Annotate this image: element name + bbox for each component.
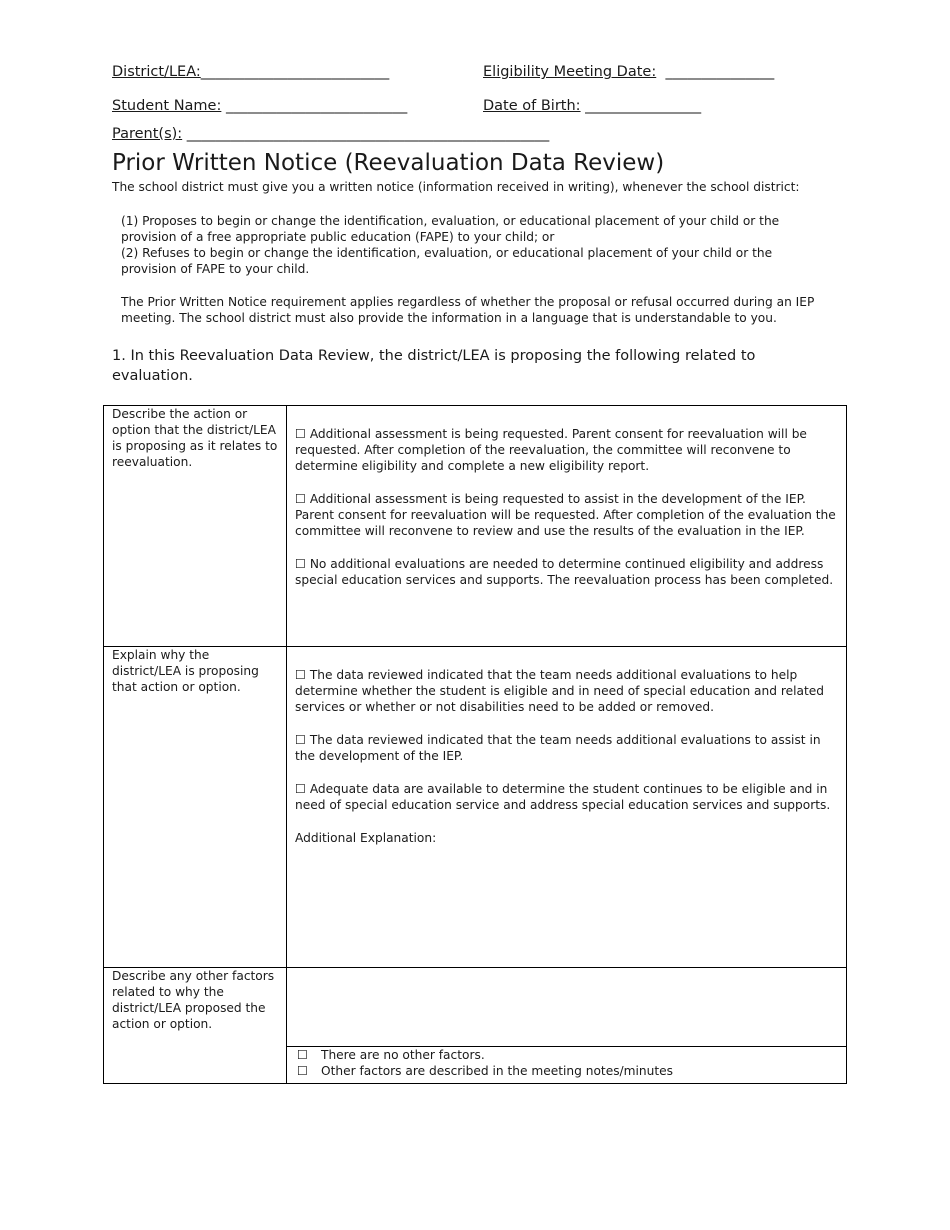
condition-item: (1) Proposes to begin or change the identification, evaluation, or educational placement of your child or the provision of a free appropriate public education (FAPE) to your child; or xyxy=(121,214,780,244)
meeting-date-blank[interactable]: _______________ xyxy=(665,64,775,80)
meeting-date-field xyxy=(483,64,774,80)
checkbox-icon[interactable]: ☐ xyxy=(295,782,306,796)
checkbox-icon[interactable]: ☐ xyxy=(295,557,306,571)
question-1: 1. In this Reevaluation Data Review, the district/LEA is proposing the following related to evaluation. xyxy=(112,348,756,384)
action-option[interactable]: ☐ Additional assessment is being requested to assist in the development of the IEP. Parent consent for reevaluation will be requested. After completion of the evaluation the committee will reconvene to review and use the results of the evaluation in the IEP. xyxy=(295,492,836,538)
reason-label: Explain why the district/LEA is proposing that action or option. xyxy=(104,647,287,968)
factor-option[interactable]: ☐ There are no other factors. xyxy=(297,1048,485,1062)
action-label: Describe the action or option that the district/LEA is proposing as it relates to reevaluation. xyxy=(104,406,287,647)
requirement-text: The Prior Written Notice requirement applies regardless of whether the proposal or refusal occurred during an IEP meeting. The school district must also provide the information in a language that is understandable to you. xyxy=(121,295,815,325)
checkbox-icon[interactable]: ☐ xyxy=(297,1048,308,1062)
parents-label: Parent(s): xyxy=(112,126,183,142)
reason-option[interactable]: ☐ The data reviewed indicated that the team needs additional evaluations to help determine whether the student is eligible and in need of special education and related services or whether or not disabilities need to be added or removed. xyxy=(295,668,824,714)
conditions-list xyxy=(121,213,821,277)
dob-label: Date of Birth: xyxy=(483,98,581,114)
checkbox-icon[interactable]: ☐ xyxy=(295,733,306,747)
action-options xyxy=(287,406,847,647)
checkbox-icon[interactable]: ☐ xyxy=(295,427,306,441)
table-row xyxy=(104,647,847,968)
factor-option[interactable]: ☐ Other factors are described in the meeting notes/minutes xyxy=(297,1064,673,1078)
additional-explanation-label[interactable]: Additional Explanation: xyxy=(295,831,437,845)
student-name-field xyxy=(112,98,407,114)
table-row xyxy=(104,406,847,647)
factors-label: Describe any other factors related to why the district/LEA proposed the action or option. xyxy=(104,968,287,1084)
reason-option[interactable]: ☐ The data reviewed indicated that the team needs additional evaluations to assist in the development of the IEP. xyxy=(295,733,821,763)
meeting-date-label: Eligibility Meeting Date: xyxy=(483,64,657,80)
checkbox-icon[interactable]: ☐ xyxy=(295,668,306,682)
district-blank[interactable]: __________________________ xyxy=(200,64,390,80)
dob-blank[interactable]: ________________ xyxy=(585,98,702,114)
student-name-blank[interactable]: _________________________ xyxy=(225,98,408,114)
action-option[interactable]: ☐ No additional evaluations are needed to determine continued eligibility and address special education services and supports. The reevaluation process has been completed. xyxy=(295,557,834,587)
notice-table xyxy=(103,405,847,1084)
factors-options xyxy=(287,1047,847,1084)
reason-option[interactable]: ☐ Adequate data are available to determine the student continues to be eligible and in need of special education service and address special education services and supports. xyxy=(295,782,831,812)
page-title: Prior Written Notice (Reevaluation Data Review) xyxy=(112,150,665,176)
student-name-label: Student Name: xyxy=(112,98,222,114)
parents-field xyxy=(112,126,549,142)
district-label: District/LEA: xyxy=(112,64,201,80)
factors-text-area[interactable] xyxy=(287,968,847,1047)
table-row xyxy=(104,968,847,1047)
dob-field xyxy=(483,98,701,114)
checkbox-icon[interactable]: ☐ xyxy=(297,1064,308,1078)
district-field xyxy=(112,64,389,80)
action-option[interactable]: ☐ Additional assessment is being requested. Parent consent for reevaluation will be requested. After completion of the reevaluation, the committee will reconvene to determine eligibility and complete a new eligibility report. xyxy=(295,427,807,473)
intro-text: The school district must give you a written notice (information received in writing), whenever the school district: xyxy=(112,180,800,194)
reason-options xyxy=(287,647,847,968)
checkbox-icon[interactable]: ☐ xyxy=(295,492,306,506)
parents-blank[interactable]: __________________________________________________ xyxy=(186,126,550,142)
condition-item: (2) Refuses to begin or change the identification, evaluation, or educational placement of your child or the provision of FAPE to your child. xyxy=(121,246,773,276)
